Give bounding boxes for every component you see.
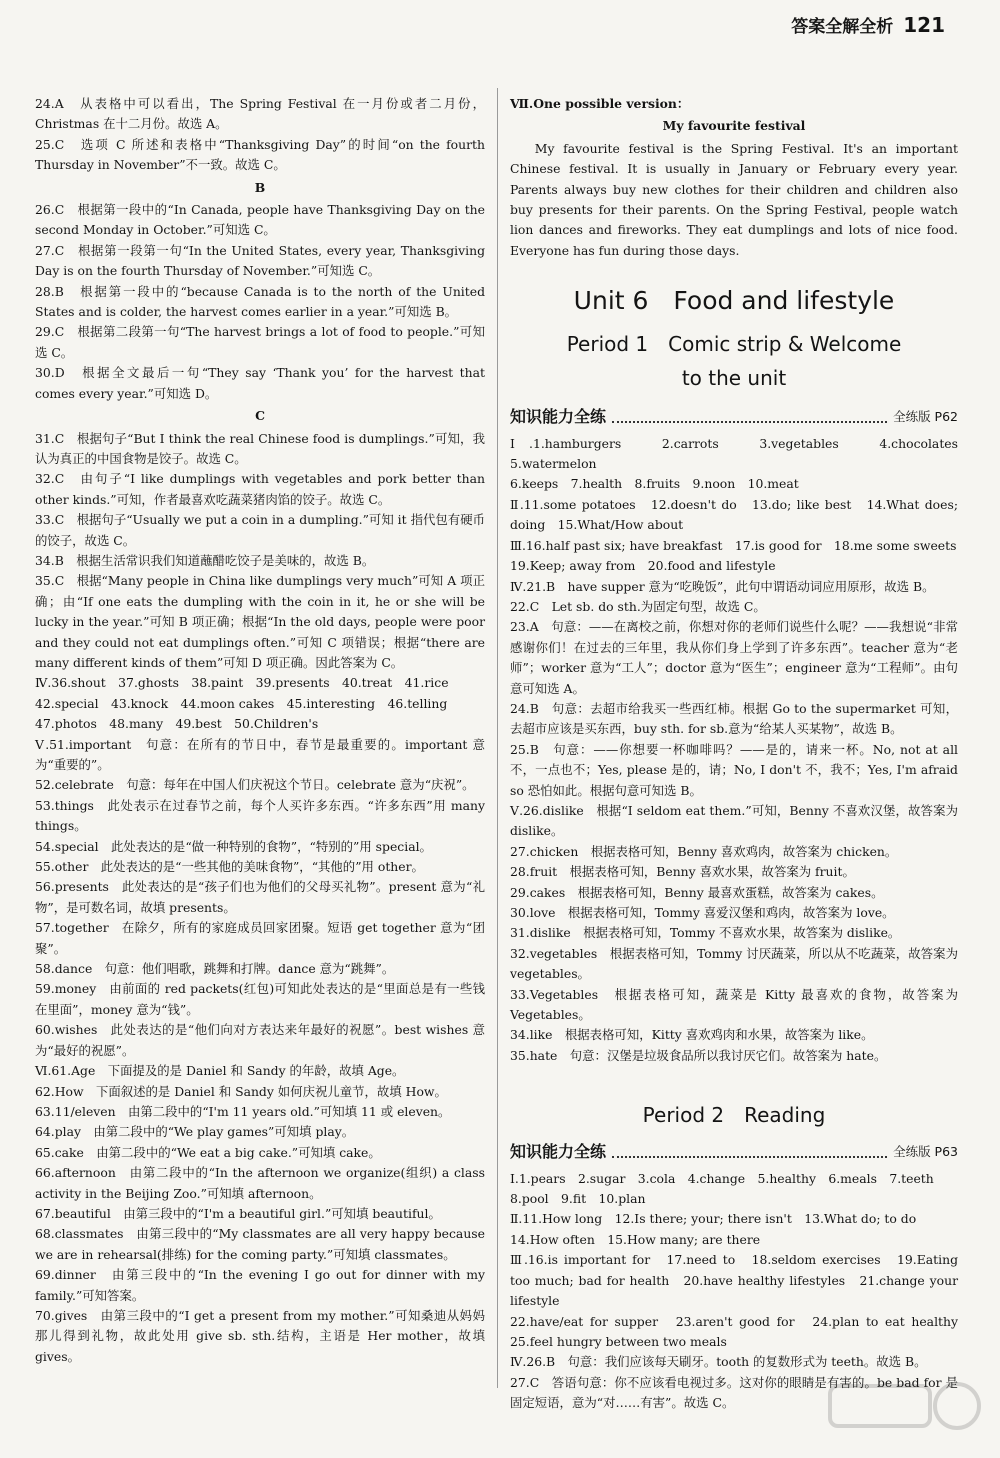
period-1-title-cont: to the unit: [681, 366, 787, 391]
answer-item: 34.like 根据表格可知，Kitty 喜欢鸡肉和水果，故答案为 like。: [510, 1027, 874, 1043]
answer-item: Ⅲ.16.is important for 17.need to 18.seldom exercises 19.Eating too much; bad for health 20.have healthy lifestyles 21.change your lifestyle: [510, 1252, 958, 1309]
band-label: 知识能力全练: [510, 407, 607, 427]
left-column: [35, 94, 485, 1367]
answer-item: 28.B 根据第一段中的“because Canada is to the north of the United States and is colder, the harvest comes earlier in a year.”可知选 B。: [35, 283, 485, 320]
answer-item: 56.presents 此处表达的是“孩子们也为他们的父母买礼物”。present 意为“礼物”，是可数名词，故填 presents。: [35, 879, 485, 915]
section-letter: B: [254, 179, 266, 195]
band-dots: [612, 1156, 887, 1158]
answer-item: 59.money 由前面的 red packets(红包)可知此处表达的是“里面总是有一些钱在里面”，money 意为“钱”。: [35, 981, 485, 1017]
answer-item: 68.classmates 由第三段中的“My classmates are all very happy because we are in rehearsal(排练) for the coming party.”可知填 classmates。: [35, 1226, 485, 1262]
answer-item: 35.hate 句意：汉堡是垃圾食品所以我讨厌它们。故答案为 hate。: [510, 1047, 887, 1063]
answer-item: 24.A 从表格中可以看出，The Spring Festival 在一月份或者二月份，Christmas 在十二月份。故选 A。: [35, 96, 485, 132]
answer-item: Ⅳ.21.B have supper 意为“吃晚饭”，此句中谓语动词应用原形，故选 B。: [510, 578, 935, 594]
answer-item: 62.How 下面叙述的是 Daniel 和 Sandy 如何庆祝儿童节，故填 How。: [35, 1083, 447, 1099]
answer-item: 25.B 句意：——你想要一杯咖啡吗？——是的，请来一杯。No, not at all 不，一点也不；Yes, please 是的，请；No, I don't 不，我不；Yes, I'm afraid so 恐怕如此。根据句意可知选 B。: [510, 741, 958, 798]
answer-item: 67.beautiful 由第三段中的“I'm a beautiful girl.”可知填 beautiful。: [35, 1205, 441, 1221]
answer-item: 30.love 根据表格可知，Tommy 喜爱汉堡和鸡肉，故答案为 love。: [510, 905, 895, 920]
page-number: 121: [903, 13, 945, 37]
answer-item: 19.Keep; away from 20.food and lifestyle: [510, 558, 776, 574]
answer-item: Ⅱ.11.How long 12.Is there; your; there isn't 13.What do; to do: [510, 1211, 917, 1227]
answer-item: 14.How often 15.How many; are there: [510, 1231, 761, 1247]
answer-item: 32.C 由句子“I like dumplings with vegetables and pork better than other kinds.”可知，作者最喜欢吃蔬菜猪肉馅的饺子。故选 C。: [35, 471, 485, 507]
column-divider: [497, 88, 498, 1388]
answer-item: 42.special 43.knock 44.moon cakes 45.interesting 46.telling: [35, 695, 448, 711]
answer-item: 27.C 根据第一段第一句“In the United States, every year, Thanksgiving Day is on the fourth Thursday of November.”可知选 C。: [35, 242, 485, 279]
band-label: 知识能力全练: [510, 1142, 607, 1162]
essay-title: My favourite festival: [662, 118, 806, 134]
answer-item: Ⅰ.1.hamburgers 2.carrots 3.vegetables 4.chocolates 5.watermelon: [510, 435, 971, 472]
answer-item: 29.cakes 根据表格可知，Benny 最喜欢蛋糕，故答案为 cakes。: [510, 884, 884, 900]
answer-item: 26.C 根据第一段中的“In Canada, people have Thanksgiving Day on the second Monday in October.”可知选 C。: [35, 202, 485, 238]
answer-item: 28.fruit 根据表格可知，Benny 喜欢水果，故答案为 fruit。: [510, 864, 855, 880]
answer-item: 6.keeps 7.health 8.fruits 9.noon 10.meat: [510, 476, 799, 492]
period-2-title: Period 2 Reading: [642, 1103, 826, 1128]
answer-item: 22.C Let sb. do sth.为固定句型，故选 C。: [510, 598, 766, 614]
band-ref: 全练版 P63: [893, 1144, 958, 1160]
answer-item: Ⅴ.26.dislike 根据“I seldom eat them.”可知，Benny 不喜欢汉堡，故答案为 dislike。: [510, 802, 958, 839]
answer-item: 31.dislike 根据表格可知，Tommy 不喜欢水果，故答案为 dislike。: [510, 925, 901, 941]
answer-item: 31.C 根据句子“But I think the real Chinese food is dumplings.”可知，我认为真正的中国食物是饺子。故选 C。: [35, 430, 485, 466]
answer-item: 34.B 根据生活常识我们知道蘸醋吃饺子是美味的，故选 B。: [35, 552, 375, 568]
answer-item: 24.B 句意：去超市给我买一些西红柿。根据 Go to the supermarket 可知，去超市应该是买东西，buy sth. for sb.意为“给某人买某物”，故选 B。: [510, 700, 958, 737]
answer-item: 30.D 根据全文最后一句“They say ‘Thank you’ for the harvest that comes every year.”可知选 D。: [35, 365, 485, 401]
answer-item: 63.11/eleven 由第二段中的“I'm 11 years old.”可知填 11 或 eleven。: [35, 1103, 451, 1119]
period-1-answers: [510, 434, 971, 1067]
answer-item: Ⅵ.61.Age 下面提及的是 Daniel 和 Sandy 的年龄，故填 Age。: [35, 1063, 405, 1079]
answer-item: 22.have/eat for supper 23.aren't good for 24.plan to eat healthy 25.feel hungry between two meals: [510, 1313, 971, 1349]
version-label: Ⅶ.One possible version：: [510, 96, 690, 111]
answer-item: 55.other 此处表达的是“一些其他的美味食物”，“其他的”用 other。: [35, 859, 424, 875]
answer-item: Ⅴ.51.important 句意：在所有的节日中，春节是最重要的。important 意为“重要的”。: [35, 736, 485, 772]
answer-item: 33.C 根据句子“Usually we put a coin in a dumpling.”可知 it 指代包有硬币的饺子，故选 C。: [35, 512, 485, 548]
answer-item: 27.chicken 根据表格可知，Benny 喜欢鸡肉，故答案为 chicken。: [510, 843, 898, 859]
answer-item: 60.wishes 此处表达的是“他们向对方表达来年最好的祝愿”。best wishes 意为“最好的祝愿”。: [35, 1022, 485, 1058]
answer-item: 65.cake 由第二段中的“We eat a big cake.”可知填 cake。: [35, 1144, 381, 1160]
answer-item: 58.dance 句意：他们唱歌，跳舞和打牌。dance 意为“跳舞”。: [35, 961, 395, 977]
answer-item: Ⅳ.26.B 句意：我们应该每天刷牙。tooth 的复数形式为 teeth。故选 B。: [510, 1354, 927, 1370]
watermark-logo: [822, 1376, 982, 1446]
answer-item: 23.A 句意：——在离校之前，你想对你的老师们说些什么呢？——我想说“非常感谢你们！在过去的三年里，我从你们身上学到了许多东西”。teacher 意为“老师”；worker 意为“工人”；doctor 意为“医生”；engineer 意为“工程师”。由句意可知选 A。: [510, 619, 958, 696]
answer-item: 35.C 根据“Many people in China like dumplings very much”可知 A 项正确；由“If one eats the dumpling with the coin in it, he or she will be lucky in the year.”可知 B 项正确；根据“In the old days, people were poor and they could not eat dumplings often.”可知 C 项错误；根据“there are many different kinds of them”可知 D 项正确。因此答案为 C。: [35, 573, 485, 670]
answer-item: 27.C 答语句意：你不应该看电视过多。这对你的眼睛是有害的。be bad for 是固定短语，意为“对……有害”。故选 C。: [510, 1374, 958, 1411]
answer-item: 29.C 根据第二段第一句“The harvest brings a lot of food to people.”可知选 C。: [35, 324, 485, 360]
answer-item: 69.dinner 由第三段中的“In the evening I go out for dinner with my family.”可知答案。: [35, 1267, 485, 1303]
answer-item: Ⅲ.16.half past six; have breakfast 17.is good for 18.me some sweets: [510, 537, 957, 553]
answer-item: 25.C 选项 C 所述和表格中“Thanksgiving Day”的时间“on the fourth Thursday in November”不一致。故选 C。: [35, 136, 485, 173]
answer-item: 57.together 在除夕，所有的家庭成员回家团聚。短语 get together 意为“团聚”。: [35, 920, 485, 956]
period-1-title: Period 1 Comic strip & Welcome: [566, 332, 902, 357]
answer-item: 54.special 此处表达的是“做一种特别的食物”，“特别的”用 special。: [35, 838, 432, 854]
section-letter: C: [255, 408, 265, 424]
answer-item: 47.photos 48.many 49.best 50.Children's: [35, 716, 319, 732]
answer-item: 66.afternoon 由第二段中的“In the afternoon we organize(组织) a class activity in the Beijing Zoo.”可知填 afternoon。: [35, 1165, 485, 1201]
answer-item: 32.vegetables 根据表格可知，Tommy 讨厌蔬菜，所以从不吃蔬菜，故答案为 vegetables。: [510, 945, 958, 982]
band-ref: 全练版 P62: [893, 409, 958, 425]
answer-item: 70.gives 由第三段中的“I get a present from my mother.”可知桑迪从妈妈那儿得到礼物，故此处用 give sb. sth.结构，主语是 Her mother，故填 gives。: [35, 1307, 485, 1364]
answer-item: 8.pool 9.fit 10.plan: [510, 1191, 646, 1207]
answer-item: 64.play 由第二段中的“We play games”可知填 play。: [35, 1124, 355, 1140]
answer-item: 52.celebrate 句意：每年在中国人们庆祝这个节日。celebrate 意为“庆祝”。: [35, 777, 475, 793]
band-dots: [612, 421, 887, 423]
answer-item: 53.things 此处表示在过春节之前，每个人买许多东西。“许多东西”用 many things。: [35, 797, 485, 834]
header-title: 答案全解全析: [791, 17, 894, 37]
answer-item: 33.Vegetables 根据表格可知，蔬菜是 Kitty 最喜欢的食物，故答案为 Vegetables。: [510, 986, 958, 1023]
answer-item: Ⅱ.11.some potatoes 12.doesn't do 13.do; like best 14.What does; doing 15.What/How about: [510, 496, 958, 533]
page-header: [791, 12, 945, 37]
unit-title: Unit 6 Food and lifestyle: [573, 286, 895, 316]
answer-item: Ⅳ.36.shout 37.ghosts 38.paint 39.presents 40.treat 41.rice: [35, 675, 449, 691]
section-band: [510, 407, 958, 427]
section-band: [510, 1142, 958, 1162]
essay-body: My favourite festival is the Spring Festival. It's an important Chinese festival. It is usually in January or February every year. Parents always buy new clothes for their children and children also buy presents for their parents. On the Spring Festival, people watch lion dances and fireworks. They eat dumplings and lots of nice food. Everyone has fun during those days.: [510, 140, 958, 258]
right-column: [510, 94, 971, 1414]
answer-item: Ⅰ.1.pears 2.sugar 3.cola 4.change 5.healthy 6.meals 7.teeth: [510, 1170, 934, 1186]
